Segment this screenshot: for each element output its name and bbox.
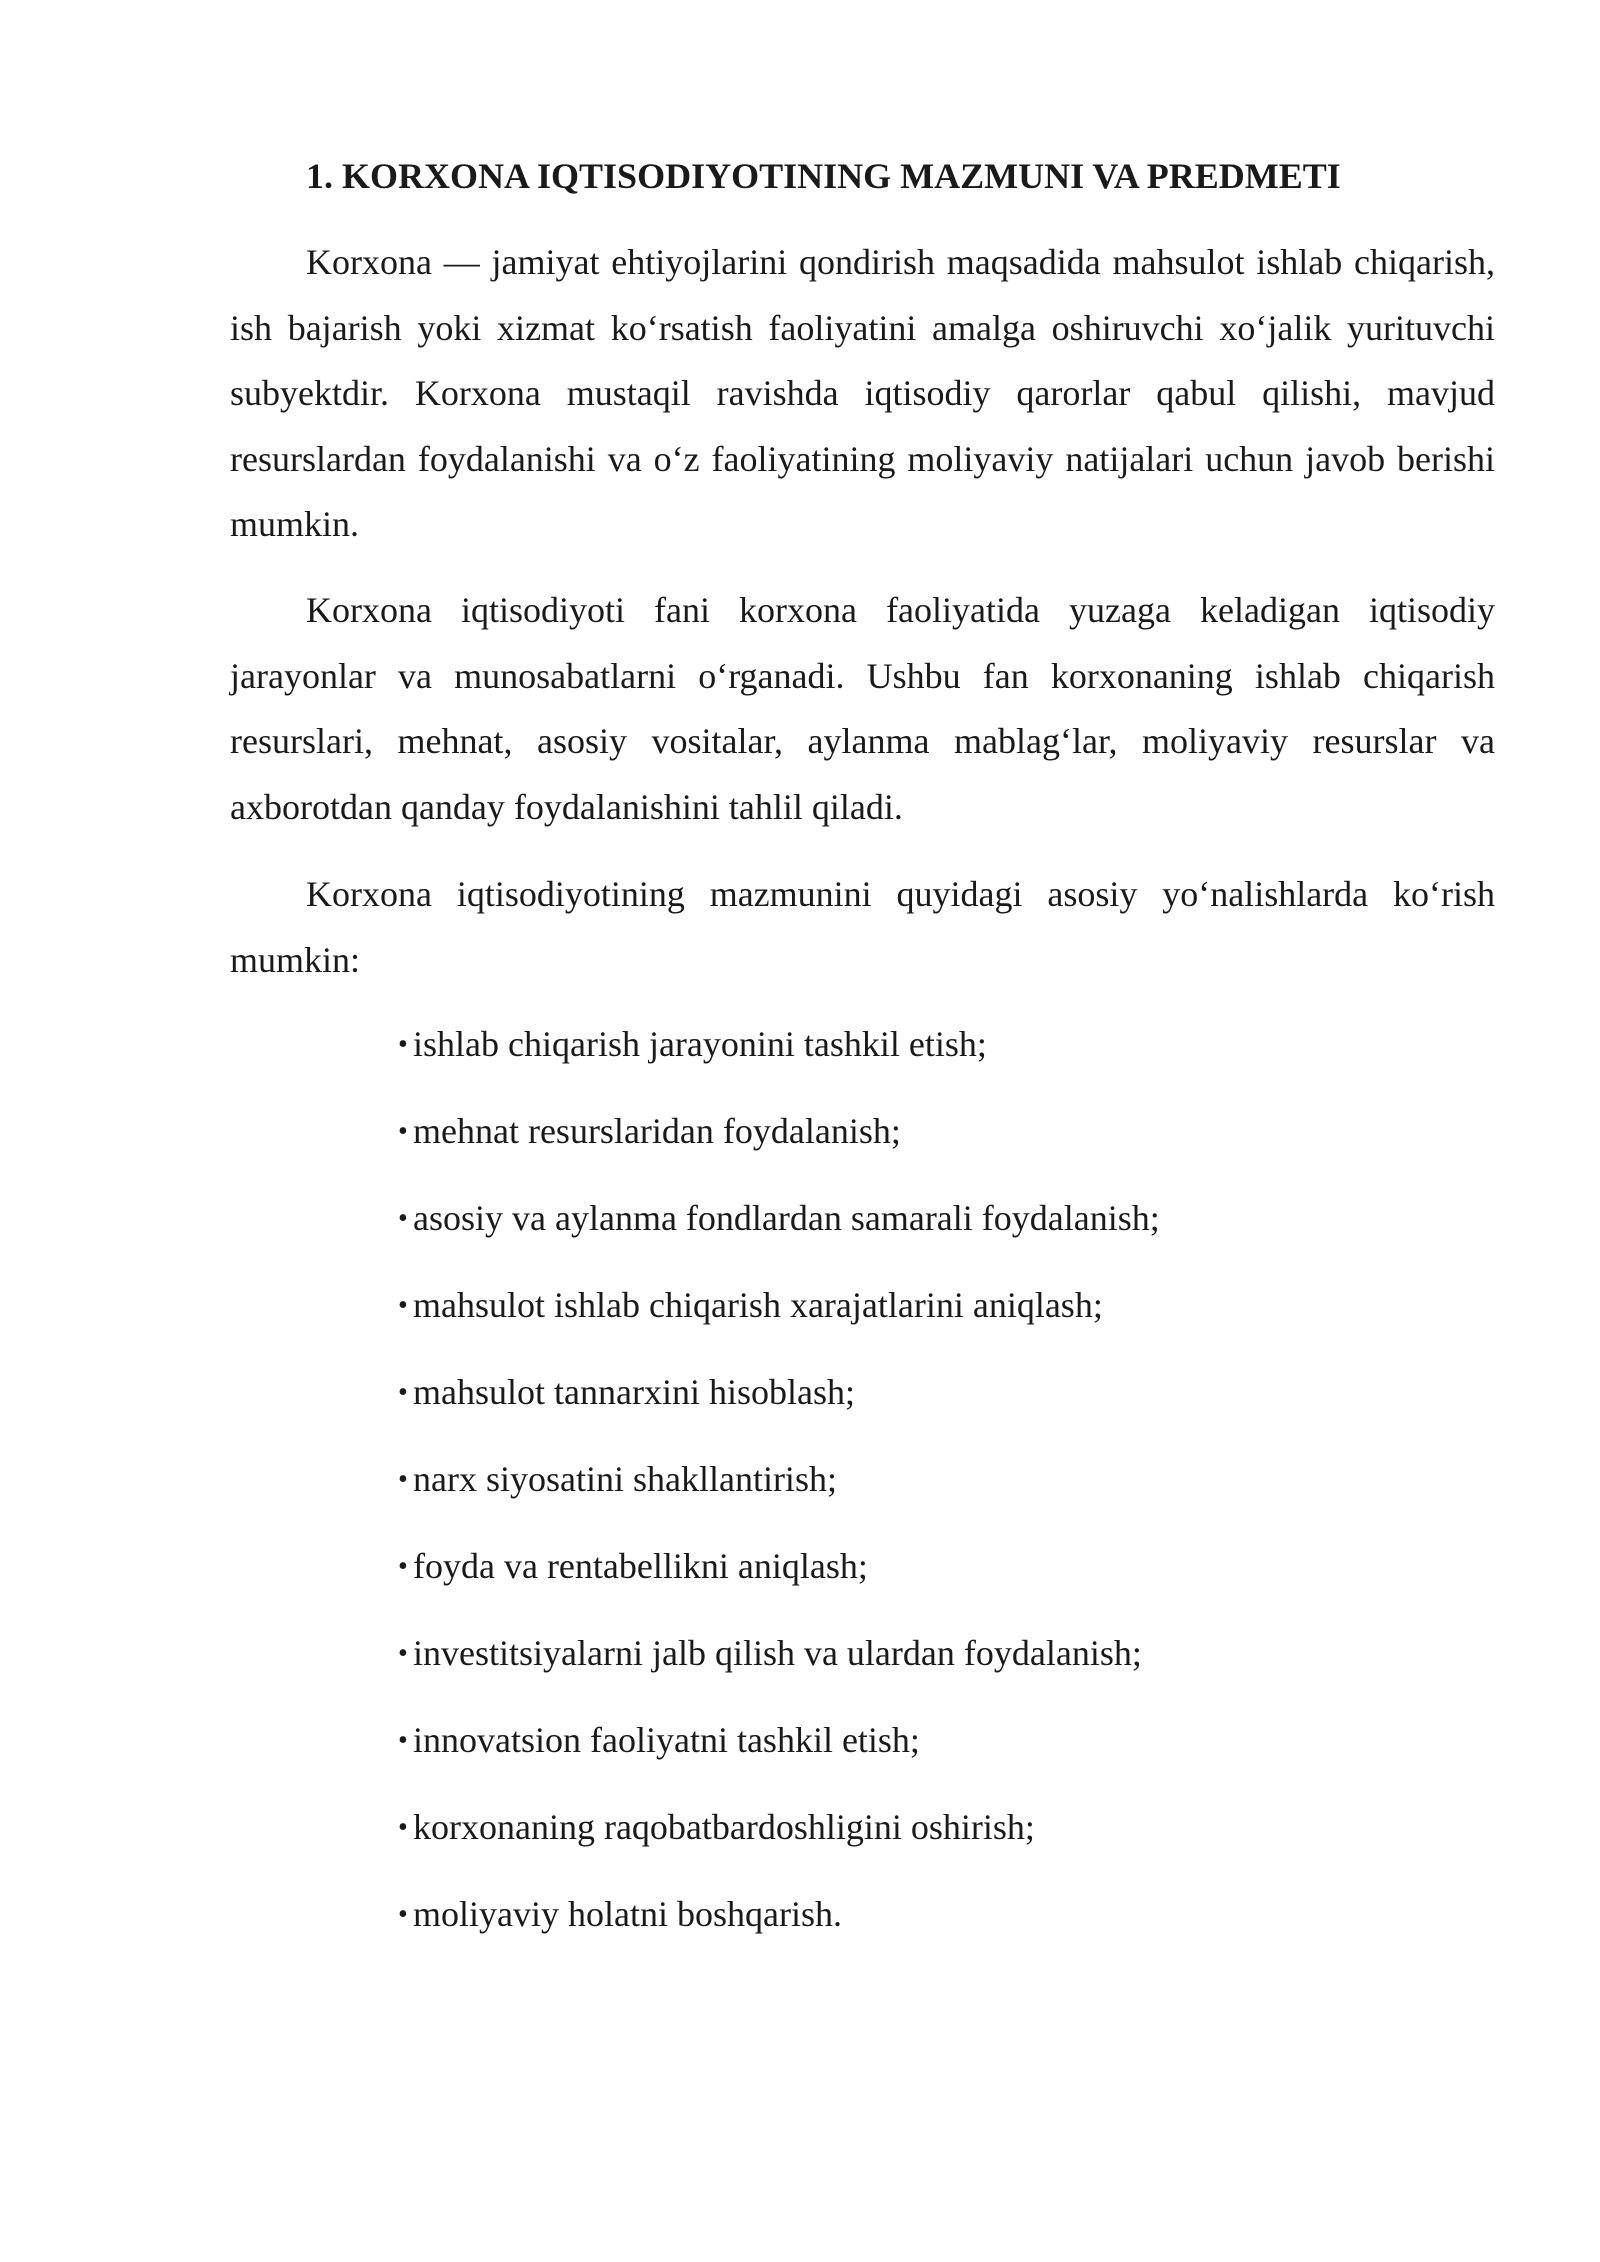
bullet-icon: •: [398, 1290, 408, 1321]
section-heading: 1. KORXONA IQTISODIYOTINING MAZMUNI VA PREDMETI: [306, 156, 1341, 196]
bullet-icon: •: [398, 1203, 408, 1234]
list-item-text: mahsulot ishlab chiqarish xarajatlarini aniqlash;: [413, 1285, 1103, 1325]
list-item: [398, 1016, 1160, 1103]
bullet-icon: •: [398, 1899, 408, 1930]
bullet-icon: •: [398, 1638, 408, 1669]
paragraph-definition: Korxona — jamiyat ehtiyojlarini qondirish maqsadida mahsulot ishlab chiqarish, ish bajarish yoki xizmat ko‘rsatish faoliyatini amalga oshiruvchi xo‘jalik yurituvchi subyektdir. Korxona mustaqil ravishda iqtisodiy qarorlar qabul qilishi, mavjud resurslardan foydalanishi va o‘z faoliyatining moliyaviy natijalari uchun javob berishi mumkin.: [230, 242, 1495, 544]
list-item-text: korxonaning raqobatbardoshligini oshirish;: [413, 1807, 1035, 1847]
list-item: [398, 1277, 1160, 1364]
list-item-text: asosiy va aylanma fondlardan samarali foydalanish;: [413, 1198, 1160, 1238]
bullet-icon: •: [398, 1812, 408, 1843]
list-item: [398, 1364, 1160, 1451]
list-item: [398, 1103, 1160, 1190]
paragraph-directions-intro: Korxona iqtisodiyotining mazmunini quyidagi asosiy yo‘nalishlarda ko‘rish mumkin:: [230, 874, 1495, 980]
list-item-text: mahsulot tannarxini hisoblash;: [413, 1372, 855, 1412]
list-item-text: narx siyosatini shakllantirish;: [413, 1459, 837, 1499]
list-item: [398, 1799, 1160, 1886]
bullet-icon: •: [398, 1551, 408, 1582]
list-item-text: moliyaviy holatni boshqarish.: [413, 1894, 842, 1934]
list-item-text: ishlab chiqarish jarayonini tashkil etish;: [413, 1024, 987, 1064]
paragraph-subject: Korxona iqtisodiyoti fani korxona faoliyatida yuzaga keladigan iqtisodiy jarayonlar va munosabatlarni o‘rganadi. Ushbu fan korxonaning ishlab chiqarish resurslari, mehnat, asosiy vositalar, aylanma mablag‘lar, moliyaviy resurslar va axborotdan qanday foydalanishini tahlil qiladi.: [230, 590, 1495, 827]
bullet-icon: •: [398, 1377, 408, 1408]
list-item: [398, 1190, 1160, 1277]
list-item: [398, 1886, 1160, 1973]
bullet-icon: •: [398, 1116, 408, 1147]
list-item: [398, 1712, 1160, 1799]
list-item: [398, 1451, 1160, 1538]
list-item: [398, 1625, 1160, 1712]
list-item-text: innovatsion faoliyatni tashkil etish;: [413, 1720, 920, 1760]
list-item: [398, 1538, 1160, 1625]
bullet-icon: •: [398, 1464, 408, 1495]
list-item-text: foyda va rentabellikni aniqlash;: [413, 1546, 868, 1586]
bullet-icon: •: [398, 1725, 408, 1756]
bullet-icon: •: [398, 1029, 408, 1060]
list-item-text: mehnat resurslaridan foydalanish;: [413, 1111, 901, 1151]
directions-list: [398, 1016, 1160, 1973]
list-item-text: investitsiyalarni jalb qilish va ulardan foydalanish;: [413, 1633, 1142, 1673]
